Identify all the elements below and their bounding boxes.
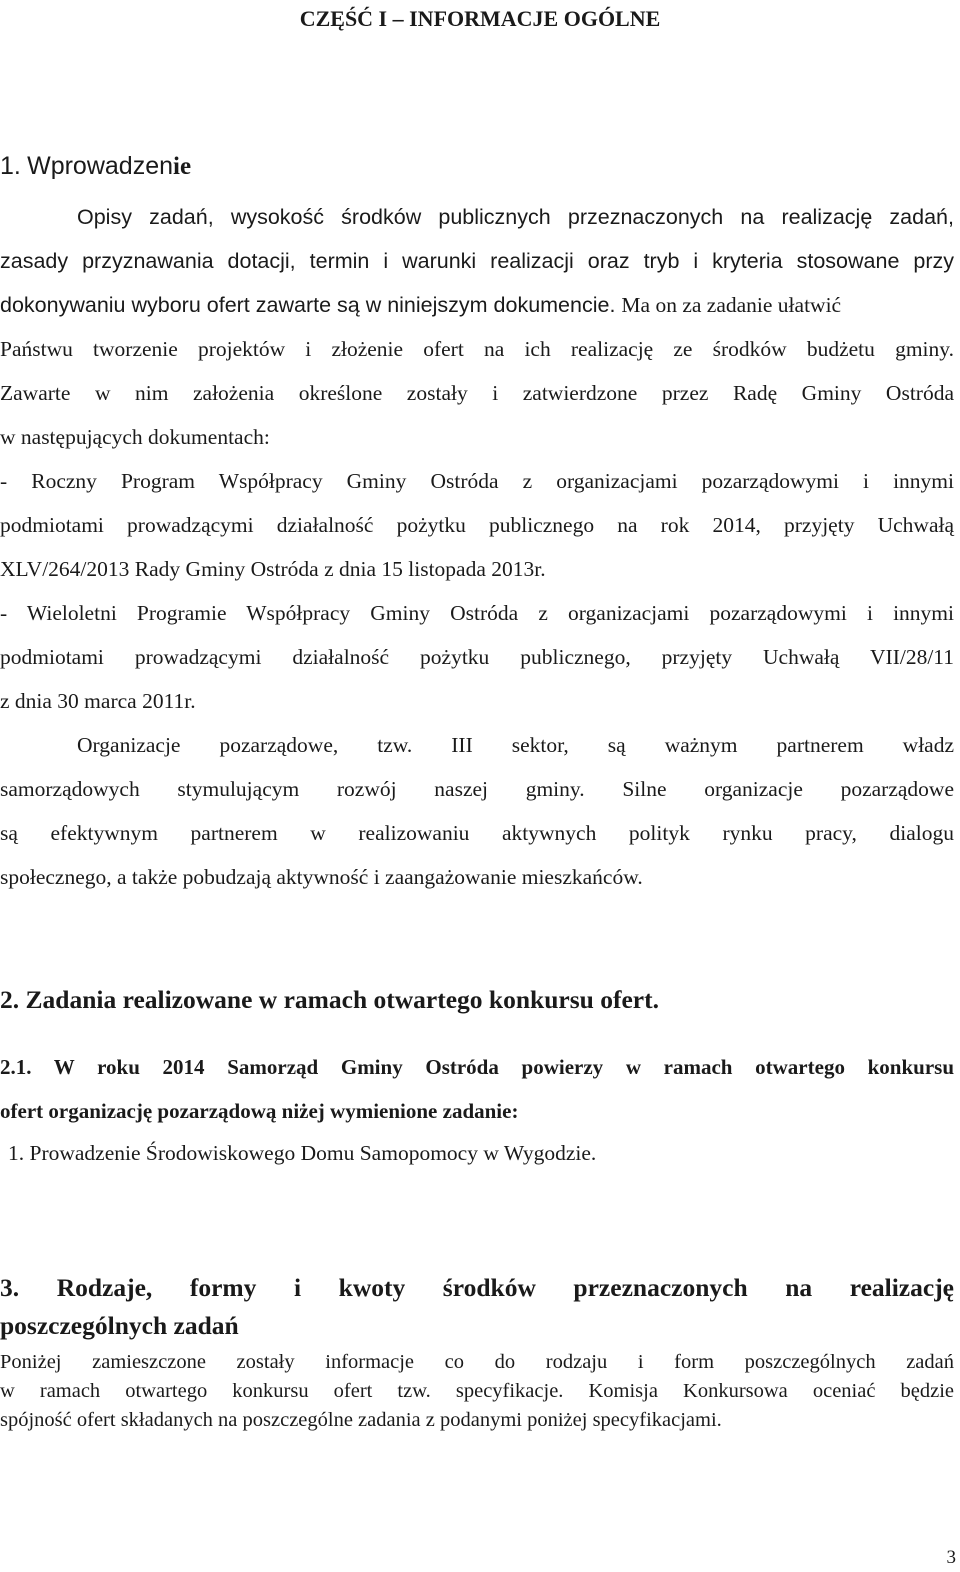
section-3-line: Poniżej zamieszczone zostały informacje co do rodzaju i form poszczególnych zadań <box>0 1351 954 1373</box>
section-1-line: są efektywnym partnerem w realizowaniu aktywnych polityk rynku pracy, dialogu <box>0 821 954 845</box>
section-1-line: XLV/264/2013 Rady Gminy Ostróda z dnia 15 listopada 2013r. <box>0 557 546 581</box>
section-1-title-b: ie <box>173 153 192 180</box>
section-1-line: Opisy zadań, wysokość środków publicznych przeznaczonych na realizację zadań, <box>77 205 954 229</box>
section-1-line: - Wieloletni Programie Współpracy Gminy Ostróda z organizacjami pozarządowymi i innymi <box>0 601 954 625</box>
section-3-heading-line: 3. Rodzaje, formy i kwoty środków przeznaczonych na realizację <box>0 1273 954 1302</box>
section-1-line: podmiotami prowadzącymi działalność pożytku publicznego, przyjęty Uchwałą VII/28/11 <box>0 645 954 669</box>
page-number: 3 <box>946 1547 956 1568</box>
section-1-line-part: Ma on za zadanie ułatwić <box>621 293 842 317</box>
section-1-line: Państwu tworzenie projektów i złożenie ofert na ich realizację ze środków budżetu gminy. <box>0 337 954 361</box>
section-1-line-part: dokonywaniu wyboru ofert zawarte są w niniejszym dokumencie. <box>0 293 616 317</box>
section-1-line: samorządowych stymulującym rozwój naszej gminy. Silne organizacje pozarządowe <box>0 777 954 801</box>
section-1-number: 1. <box>0 152 21 180</box>
section-1-line: społecznego, a także pobudzają aktywność i zaangażowanie mieszkańców. <box>0 865 643 889</box>
task-list-item: 1. Prowadzenie Środowiskowego Domu Samopomocy w Wygodzie. <box>8 1141 597 1165</box>
section-1-line: podmiotami prowadzącymi działalność pożytku publicznego na rok 2014, przyjęty Uchwałą <box>0 513 954 537</box>
section-2-1-line: 2.1. W roku 2014 Samorząd Gminy Ostróda powierzy w ramach otwartego konkursu <box>0 1055 954 1079</box>
section-1-heading <box>0 148 191 185</box>
section-1-line <box>0 284 954 328</box>
section-1-line: Organizacje pozarządowe, tzw. III sektor, są ważnym partnerem władz <box>77 733 954 757</box>
section-1-title-a: Wprowadzen <box>27 152 174 180</box>
section-1-line: z dnia 30 marca 2011r. <box>0 689 196 713</box>
section-2-1-line: ofert organizację pozarządową niżej wymienione zadanie: <box>0 1099 519 1123</box>
section-1-line: w następujących dokumentach: <box>0 425 270 449</box>
document-title: CZĘŚĆ I – INFORMACJE OGÓLNE <box>299 6 661 31</box>
section-3-line: w ramach otwartego konkursu ofert tzw. specyfikacje. Komisja Konkursowa oceniać będzie <box>0 1380 954 1402</box>
section-1-line: zasady przyznawania dotacji, termin i warunki realizacji oraz tryb i kryteria stosowane przy <box>0 249 954 273</box>
section-1-line: Zawarte w nim założenia określone zostały i zatwierdzone przez Radę Gminy Ostróda <box>0 381 954 405</box>
section-2-heading: 2. Zadania realizowane w ramach otwartego konkursu ofert. <box>0 985 659 1014</box>
section-3-heading-line: poszczególnych zadań <box>0 1311 239 1340</box>
section-3-line: spójność ofert składanych na poszczególne zadania z podanymi poniżej specyfikacjami. <box>0 1409 722 1431</box>
section-1-line: - Roczny Program Współpracy Gminy Ostróda z organizacjami pozarządowymi i innymi <box>0 469 954 493</box>
